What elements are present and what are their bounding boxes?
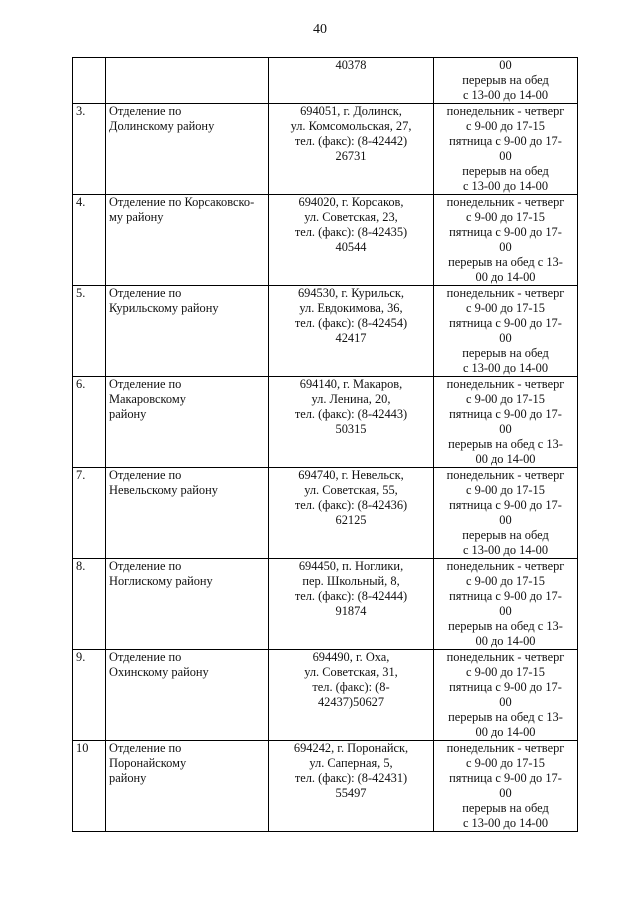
table-row <box>73 468 578 559</box>
row-number: 4. <box>73 195 106 286</box>
branch-address: 694740, г. Невельск, ул. Советская, 55, тел. (факс): (8-42436) 62125 <box>269 468 434 559</box>
working-hours: понедельник - четверг с 9-00 до 17-15 пятница с 9-00 до 17- 00 перерыв на обед с 13- 00 до 14-00 <box>434 195 578 286</box>
branch-name: Отделение по Поронайскому району <box>106 741 269 832</box>
working-hours: понедельник - четверг с 9-00 до 17-15 пятница с 9-00 до 17- 00 перерыв на обед с 13-00 до 14-00 <box>434 286 578 377</box>
row-number: 10 <box>73 741 106 832</box>
branch-address: 694051, г. Долинск, ул. Комсомольская, 27, тел. (факс): (8-42442) 26731 <box>269 104 434 195</box>
branch-address: 694140, г. Макаров, ул. Ленина, 20, тел. (факс): (8-42443) 50315 <box>269 377 434 468</box>
working-hours: понедельник - четверг с 9-00 до 17-15 пятница с 9-00 до 17- 00 перерыв на обед с 13-00 до 14-00 <box>434 104 578 195</box>
branch-address: 40378 <box>269 58 434 104</box>
row-number: 8. <box>73 559 106 650</box>
working-hours: понедельник - четверг с 9-00 до 17-15 пятница с 9-00 до 17- 00 перерыв на обед с 13- 00 до 14-00 <box>434 377 578 468</box>
branch-name: Отделение по Курильскому району <box>106 286 269 377</box>
branch-name: Отделение по Макаровскому району <box>106 377 269 468</box>
table-row <box>73 286 578 377</box>
table-row <box>73 377 578 468</box>
row-number: 6. <box>73 377 106 468</box>
row-number: 7. <box>73 468 106 559</box>
row-number <box>73 58 106 104</box>
branch-address: 694242, г. Поронайск, ул. Саперная, 5, тел. (факс): (8-42431) 55497 <box>269 741 434 832</box>
branch-name: Отделение по Корсаковско- му району <box>106 195 269 286</box>
branch-name: Отделение по Невельскому району <box>106 468 269 559</box>
branches-table <box>72 57 578 832</box>
working-hours: понедельник - четверг с 9-00 до 17-15 пятница с 9-00 до 17- 00 перерыв на обед с 13- 00 до 14-00 <box>434 559 578 650</box>
table-row <box>73 58 578 104</box>
working-hours: понедельник - четверг с 9-00 до 17-15 пятница с 9-00 до 17- 00 перерыв на обед с 13-00 до 14-00 <box>434 468 578 559</box>
branch-name: Отделение по Ноглискому району <box>106 559 269 650</box>
branch-name: Отделение по Охинскому району <box>106 650 269 741</box>
row-number: 3. <box>73 104 106 195</box>
working-hours: понедельник - четверг с 9-00 до 17-15 пятница с 9-00 до 17- 00 перерыв на обед с 13-00 до 14-00 <box>434 741 578 832</box>
row-number: 9. <box>73 650 106 741</box>
row-number: 5. <box>73 286 106 377</box>
table-row <box>73 195 578 286</box>
branch-address: 694020, г. Корсаков, ул. Советская, 23, тел. (факс): (8-42435) 40544 <box>269 195 434 286</box>
branch-address: 694450, п. Ноглики, пер. Школьный, 8, тел. (факс): (8-42444) 91874 <box>269 559 434 650</box>
working-hours: понедельник - четверг с 9-00 до 17-15 пятница с 9-00 до 17- 00 перерыв на обед с 13- 00 до 14-00 <box>434 650 578 741</box>
working-hours: 00 перерыв на обед с 13-00 до 14-00 <box>434 58 578 104</box>
table-row <box>73 741 578 832</box>
branch-address: 694490, г. Оха, ул. Советская, 31, тел. (факс): (8- 42437)50627 <box>269 650 434 741</box>
branch-name <box>106 58 269 104</box>
table-row <box>73 104 578 195</box>
table-row <box>73 559 578 650</box>
table-row <box>73 650 578 741</box>
page-number: 40 <box>313 22 327 37</box>
branch-address: 694530, г. Курильск, ул. Евдокимова, 36, тел. (факс): (8-42454) 42417 <box>269 286 434 377</box>
branch-name: Отделение по Долинскому району <box>106 104 269 195</box>
